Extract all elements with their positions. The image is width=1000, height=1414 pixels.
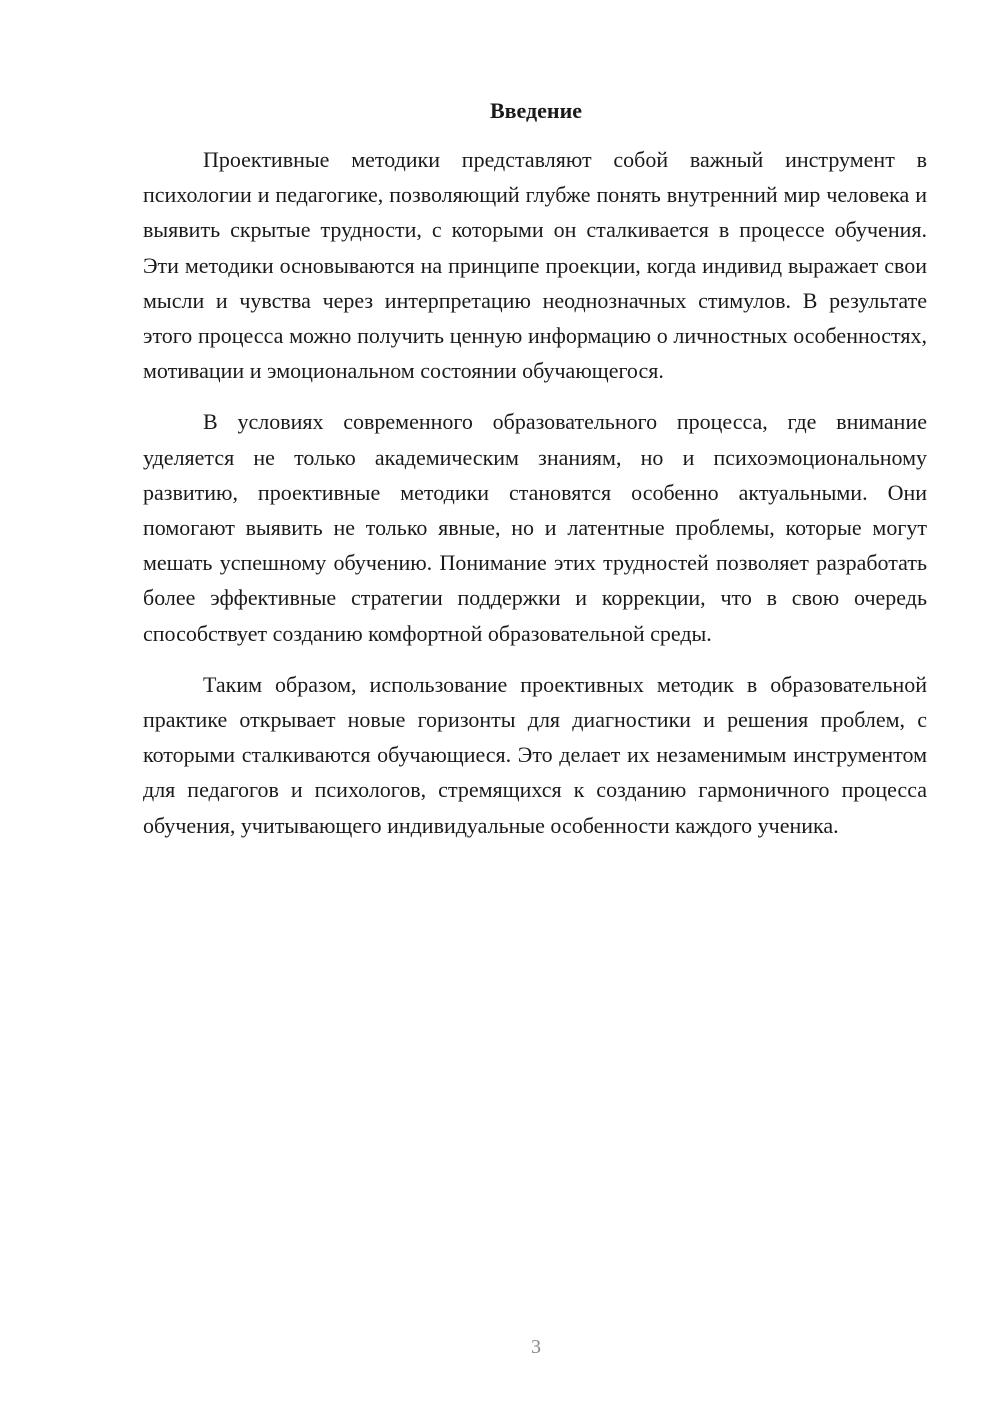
paragraph-1: Проективные методики представляют собой важный инструмент в психологии и педагогике, позволяющий глубже понять внутренний мир человека и выявить скрытые трудности, с которыми он сталкивается в процессе обучения. Эти методики основываются на принципе проекции, когда индивид выражает свои мысли и чувства через интерпретацию неоднозначных стимулов. В результате этого процесса можно получить ценную информацию о личностных особенностях, мотивации и эмоциональном состоянии обучающегося. [143,147,927,384]
section-heading: Введение [489,98,583,123]
page-number: 3 [531,1336,541,1358]
paragraph-3: Таким образом, использование проективных методик в образовательной практике открывает новые горизонты для диагностики и решения проблем, с которыми сталкиваются обучающиеся. Это делает их незаменимым инструментом для педагогов и психологов, стремящихся к созданию гармоничного процесса обучения, учитывающего индивидуальные особенности каждого ученика. [143,671,927,838]
document-body [143,94,927,843]
paragraph-2: В условиях современного образовательного процесса, где внимание уделяется не только академическим знаниям, но и психоэмоциональному развитию, проективные методики становятся особенно актуальными. Они помогают выявить не только явные, но и латентные проблемы, которые могут мешать успешному обучению. Понимание этих трудностей позволяет разработать более эффективные стратегии поддержки и коррекции, что в свою очередь способствует созданию комфортной образовательной среды. [143,409,927,646]
